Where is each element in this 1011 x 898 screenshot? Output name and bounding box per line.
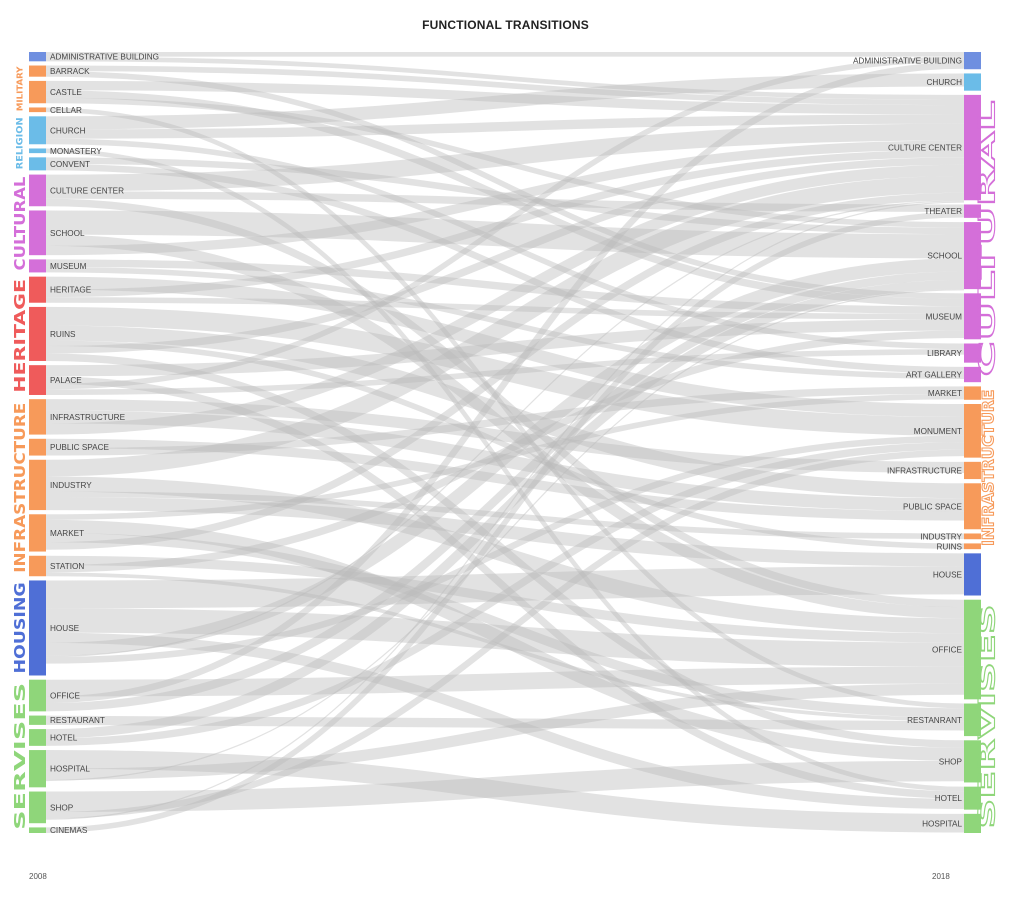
left-node-label-station: STATION [50,562,85,571]
chart-title: FUNCTIONAL TRANSITIONS [422,18,589,32]
right-node-label-shop: SHOP [938,757,962,767]
left-node-label-hospital: HOSPITAL [50,764,90,774]
left-node-monastery [29,148,46,153]
right-node-label-museum: MUSEUM [925,312,962,322]
left-node-restaurant [29,716,46,725]
left-group-label-heritage: HERITAGE [11,309,29,393]
left-node-ruins [29,307,46,361]
left-node-church [29,116,46,144]
right-node-label-culture-center: CULTURE CENTER [888,143,962,153]
right-node-label-art-gallery: ART GALLERY [906,370,962,380]
left-node-label-culture-center: CULTURE CENTER [50,186,124,196]
right-node-label-monument: MONUMENT [913,426,962,436]
left-group-label-cultural: CULTURAL [11,185,29,271]
left-node-hotel [29,729,46,746]
left-node-administrative-building [29,52,46,61]
links-layer [46,54,964,830]
left-node-label-school: SCHOOL [50,228,85,238]
left-node-label-hotel: HOTEL [50,733,78,743]
left-node-heritage [29,277,46,303]
left-node-label-industry: INDUSTRY [50,480,92,490]
right-node-label-office: OFFICE [931,645,962,655]
left-node-museum [29,259,46,272]
left-node-label-shop: SHOP [50,803,74,813]
left-node-barrack [29,66,46,77]
right-node-church [964,73,981,90]
left-node-house [29,580,46,675]
left-node-hospital [29,750,46,787]
right-node-label-church: CHURCH [926,78,962,88]
right-node-label-library: LIBRARY [927,349,962,359]
left-node-label-cellar: CELLAR [50,105,82,115]
left-node-school [29,210,46,255]
right-node-label-market: MARKET [927,389,962,399]
left-node-castle [29,81,46,103]
left-node-label-ruins: RUINS [50,329,76,339]
left-group-label-military: MILITARY [15,69,25,112]
left-node-label-heritage: HERITAGE [50,285,92,295]
left-node-label-church: CHURCH [50,126,86,136]
right-node-administrative-building [964,52,981,69]
left-node-label-cinemas: CINEMAS [50,826,88,836]
left-node-industry [29,460,46,510]
right-group-label-infrastructure: INFRASTRUCTURE [978,386,998,546]
right-node-label-restanrant: RESTANRANT [907,715,962,725]
right-node-label-hotel: HOTEL [934,794,962,804]
left-node-label-administrative-building: ADMINISTRATIVE BUILDING [50,52,160,62]
left-node-cellar [29,107,46,112]
left-group-label-religion: RELIGION [14,120,26,170]
left-node-label-house: HOUSE [50,623,80,633]
right-node-label-administrative-building: ADMINISTRATIVE BUILDING [852,56,962,66]
left-group-label-servises: SERVISES [11,748,29,830]
left-node-shop [29,792,46,824]
right-node-label-theater: THEATER [924,207,962,217]
left-node-label-palace: PALACE [50,376,82,386]
left-node-label-market: MARKET [50,528,85,538]
left-node-label-museum: MUSEUM [50,261,87,271]
right-node-label-ruins: RUINS [936,542,962,552]
left-node-label-infrastructure: INFRASTRUCTURE [50,412,126,422]
left-node-public-space [29,439,46,456]
right-node-label-industry: INDUSTRY [920,532,962,542]
year-right-label: 2018 [932,872,950,881]
left-node-palace [29,365,46,395]
left-node-culture-center [29,175,46,207]
right-node-label-public-space: PUBLIC SPACE [903,502,962,512]
year-left-label: 2008 [29,872,47,881]
right-node-house [964,553,981,595]
left-node-label-public-space: PUBLIC SPACE [50,443,109,453]
left-node-label-castle: CASTLE [50,88,82,98]
left-node-label-convent: CONVENT [50,159,91,169]
left-node-cinemas [29,827,46,833]
left-node-convent [29,157,46,170]
left-node-market [29,514,46,551]
left-node-label-restaurant: RESTAURANT [50,716,105,726]
left-node-label-office: OFFICE [50,691,81,701]
left-node-station [29,556,46,577]
left-node-infrastructure [29,399,46,434]
right-node-label-house: HOUSE [932,570,962,580]
right-node-label-hospital: HOSPITAL [922,819,962,829]
left-node-label-monastery: MONASTERY [50,146,102,156]
right-group-label-servises: SERVISES [975,708,1001,829]
left-group-label-housing: HOUSING [11,594,29,674]
right-group-label-cultural: CULTURAL [975,251,1001,377]
left-node-office [29,680,46,712]
right-node-label-school: SCHOOL [927,251,962,261]
left-node-label-barrack: BARRACK [50,67,90,77]
right-node-label-infrastructure: INFRASTRUCTURE [886,466,962,476]
left-group-label-infrastructure: INFRASTRUCTURE [11,421,29,573]
